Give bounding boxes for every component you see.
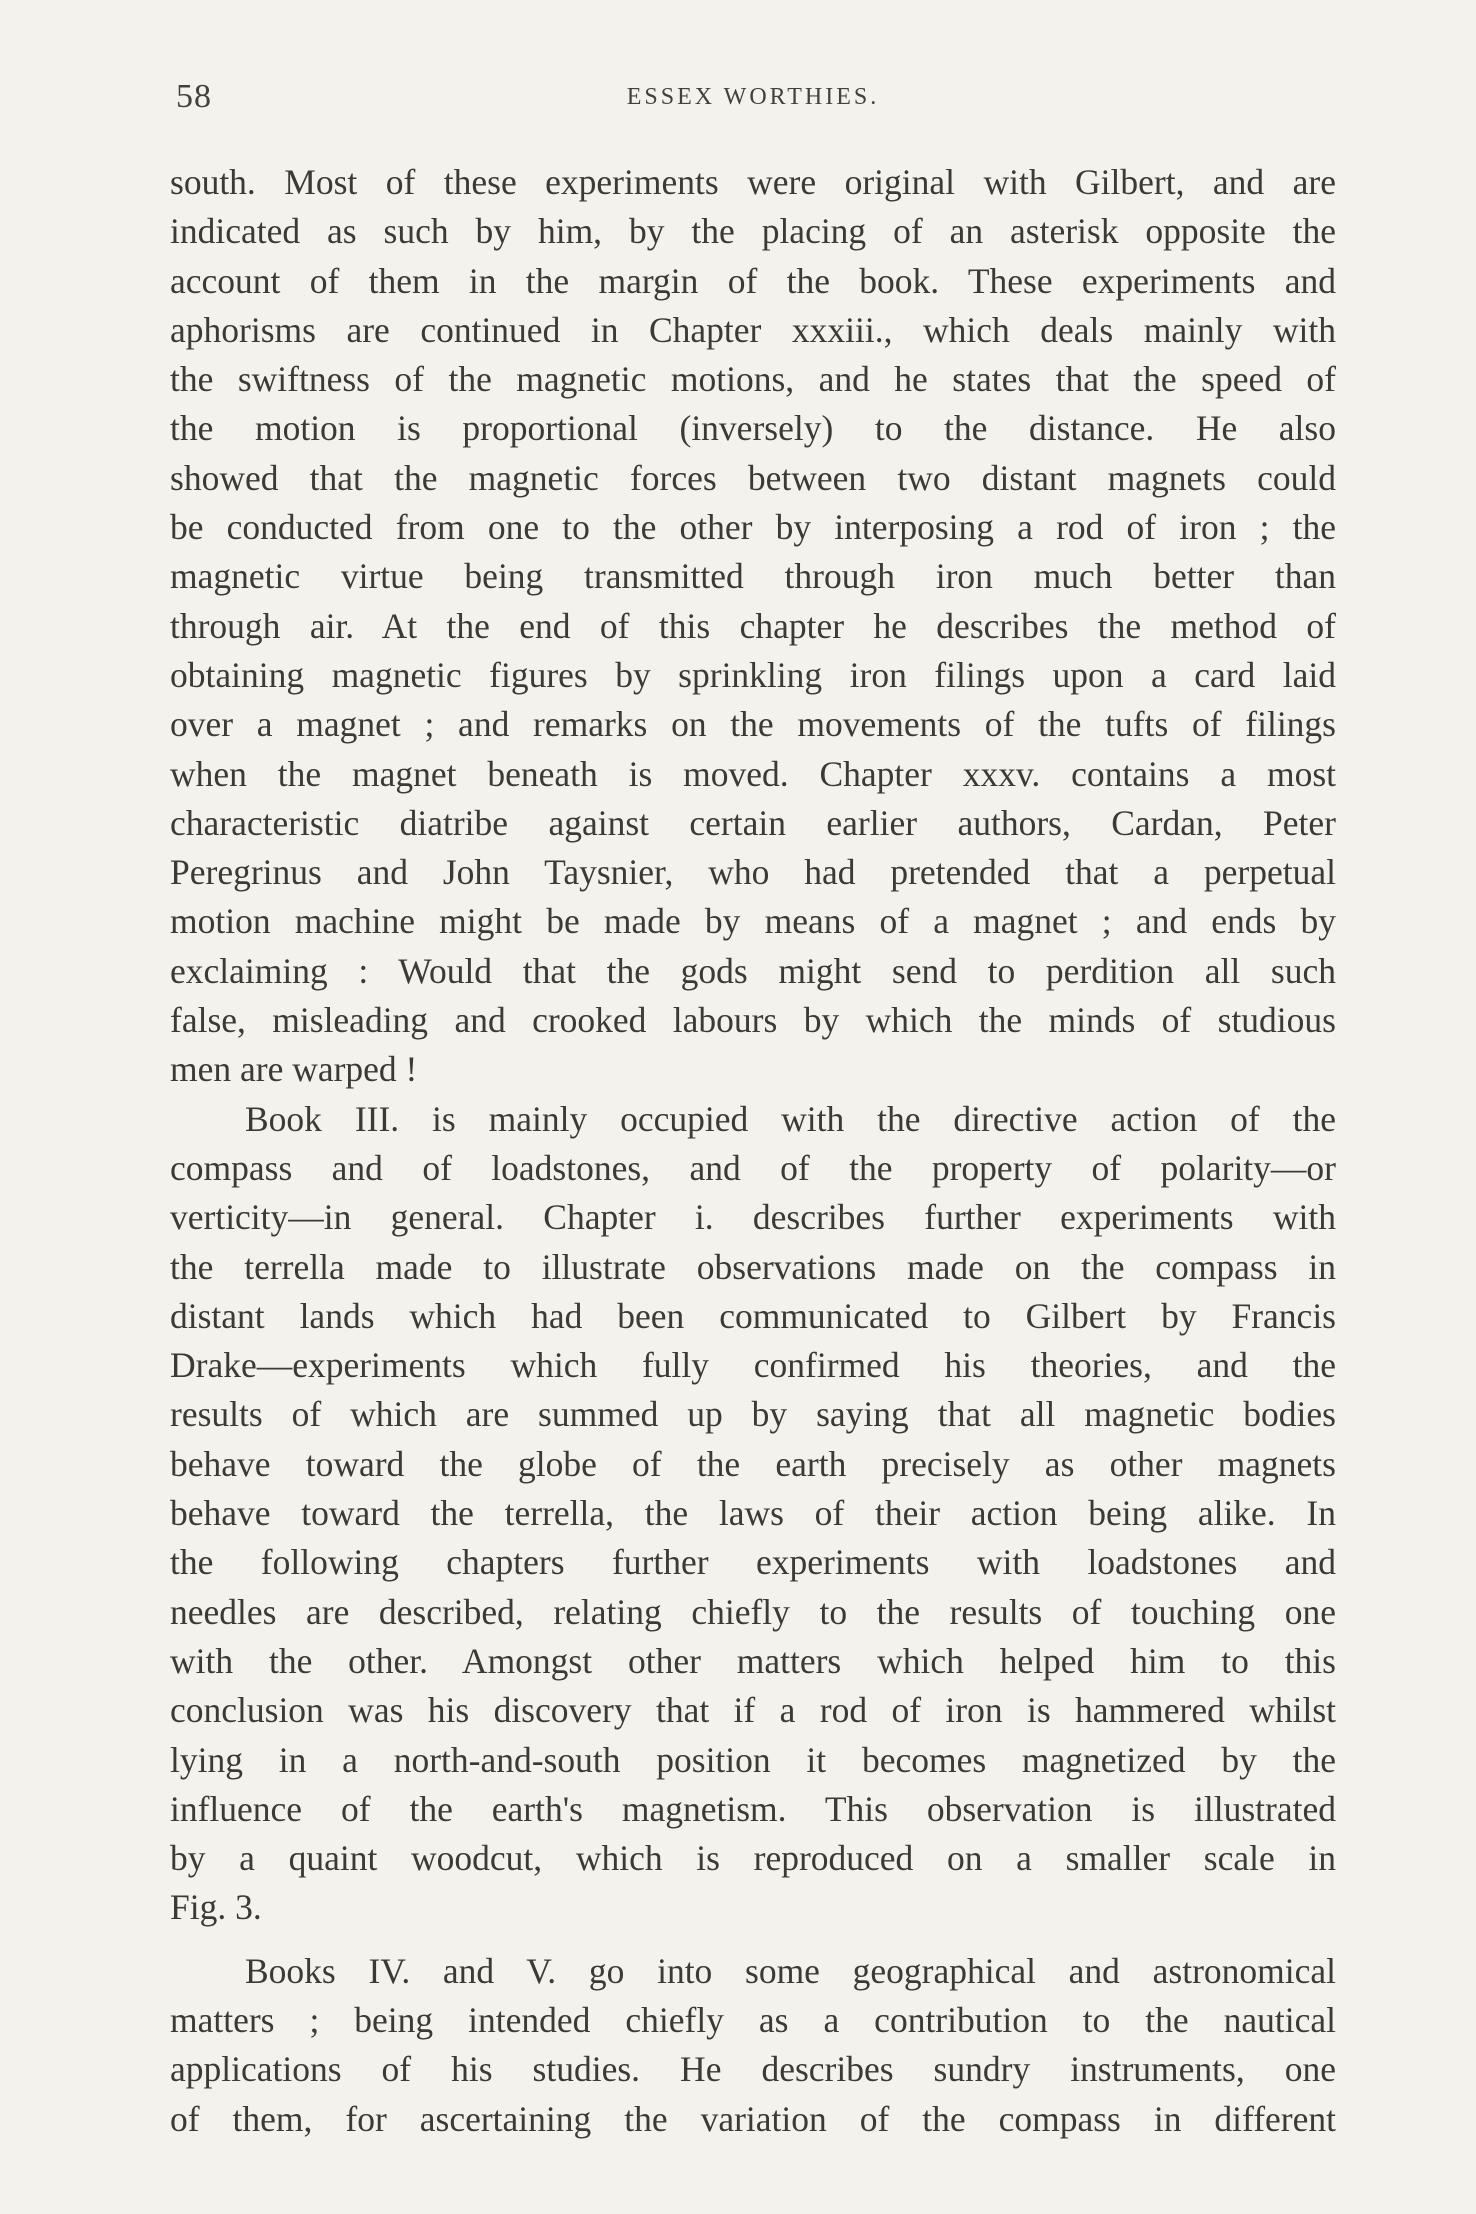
text-line: applications of his studies. He describes sundry instruments, one bbox=[170, 2049, 1336, 2090]
body-text bbox=[170, 158, 1336, 2144]
text-line: Peregrinus and John Taysnier, who had pretended that a perpetual bbox=[170, 852, 1336, 893]
text-line: when the magnet beneath is moved. Chapter xxxv. contains a most bbox=[170, 753, 1336, 794]
text-line: the swiftness of the magnetic motions, and he states that the speed of bbox=[170, 359, 1336, 400]
text-line: exclaiming : Would that the gods might send to perdition all such bbox=[170, 950, 1336, 991]
text-line: Fig. 3. bbox=[170, 1887, 262, 1928]
text-line: Books IV. and V. go into some geographical and astronomical bbox=[245, 1950, 1336, 1991]
text-line: verticity—in general. Chapter i. describes further experiments with bbox=[170, 1197, 1336, 1238]
text-line: lying in a north-and-south position it becomes magnetized by the bbox=[170, 1739, 1336, 1780]
text-line: false, misleading and crooked labours by which the minds of studious bbox=[170, 1000, 1336, 1041]
text-line: distant lands which had been communicated to Gilbert by Francis bbox=[170, 1295, 1336, 1336]
text-line: obtaining magnetic figures by sprinkling iron filings upon a card laid bbox=[170, 654, 1336, 695]
paragraph bbox=[170, 1947, 1336, 2144]
text-line: compass and of loadstones, and of the property of polarity—or bbox=[170, 1147, 1336, 1188]
text-line: over a magnet ; and remarks on the movements of the tufts of filings bbox=[170, 704, 1336, 745]
text-line: characteristic diatribe against certain earlier authors, Cardan, Peter bbox=[170, 802, 1336, 843]
text-line: the terrella made to illustrate observations made on the compass in bbox=[170, 1246, 1336, 1287]
text-line: magnetic virtue being transmitted through iron much better than bbox=[170, 556, 1336, 597]
text-line: indicated as such by him, by the placing of an asterisk opposite the bbox=[170, 211, 1336, 252]
text-line: Drake—experiments which fully confirmed his theories, and the bbox=[170, 1345, 1336, 1386]
text-line: influence of the earth's magnetism. This observation is illustrated bbox=[170, 1788, 1336, 1829]
text-line: Book III. is mainly occupied with the directive action of the bbox=[245, 1098, 1336, 1139]
running-title: ESSEX WORTHIES. bbox=[626, 84, 880, 110]
text-line: behave toward the terrella, the laws of their action being alike. In bbox=[170, 1493, 1336, 1534]
text-line: south. Most of these experiments were original with Gilbert, and are bbox=[170, 162, 1336, 202]
text-line: aphorisms are continued in Chapter xxxiii., which deals mainly with bbox=[170, 309, 1336, 350]
text-line: men are warped ! bbox=[170, 1049, 418, 1090]
text-line: results of which are summed up by saying that all magnetic bodies bbox=[170, 1394, 1336, 1435]
text-line: needles are described, relating chiefly to the results of touching one bbox=[170, 1591, 1336, 1632]
running-head bbox=[170, 78, 1336, 128]
text-line: be conducted from one to the other by interposing a rod of iron ; the bbox=[170, 507, 1336, 548]
text-line: of them, for ascertaining the variation of the compass in different bbox=[170, 2098, 1336, 2139]
text-line: through air. At the end of this chapter he describes the method of bbox=[170, 605, 1336, 646]
page-number: 58 bbox=[176, 78, 212, 115]
text-line: motion machine might be made by means of a magnet ; and ends by bbox=[170, 901, 1336, 942]
paragraph bbox=[170, 1095, 1336, 1933]
text-line: by a quaint woodcut, which is reproduced on a smaller scale in bbox=[170, 1838, 1336, 1879]
text-line: with the other. Amongst other matters which helped him to this bbox=[170, 1640, 1336, 1681]
text-line: behave toward the globe of the earth precisely as other magnets bbox=[170, 1443, 1336, 1484]
text-line: matters ; being intended chiefly as a contribution to the nautical bbox=[170, 1999, 1336, 2040]
text-line: account of them in the margin of the book. These experiments and bbox=[170, 260, 1336, 301]
text-line: conclusion was his discovery that if a rod of iron is hammered whilst bbox=[170, 1690, 1336, 1731]
text-line: showed that the magnetic forces between two distant magnets could bbox=[170, 457, 1336, 498]
paragraph-gap bbox=[170, 1933, 1336, 1947]
text-line: the following chapters further experiments with loadstones and bbox=[170, 1542, 1336, 1583]
paragraph bbox=[170, 158, 1336, 1095]
text-line: the motion is proportional (inversely) to the distance. He also bbox=[170, 408, 1336, 449]
